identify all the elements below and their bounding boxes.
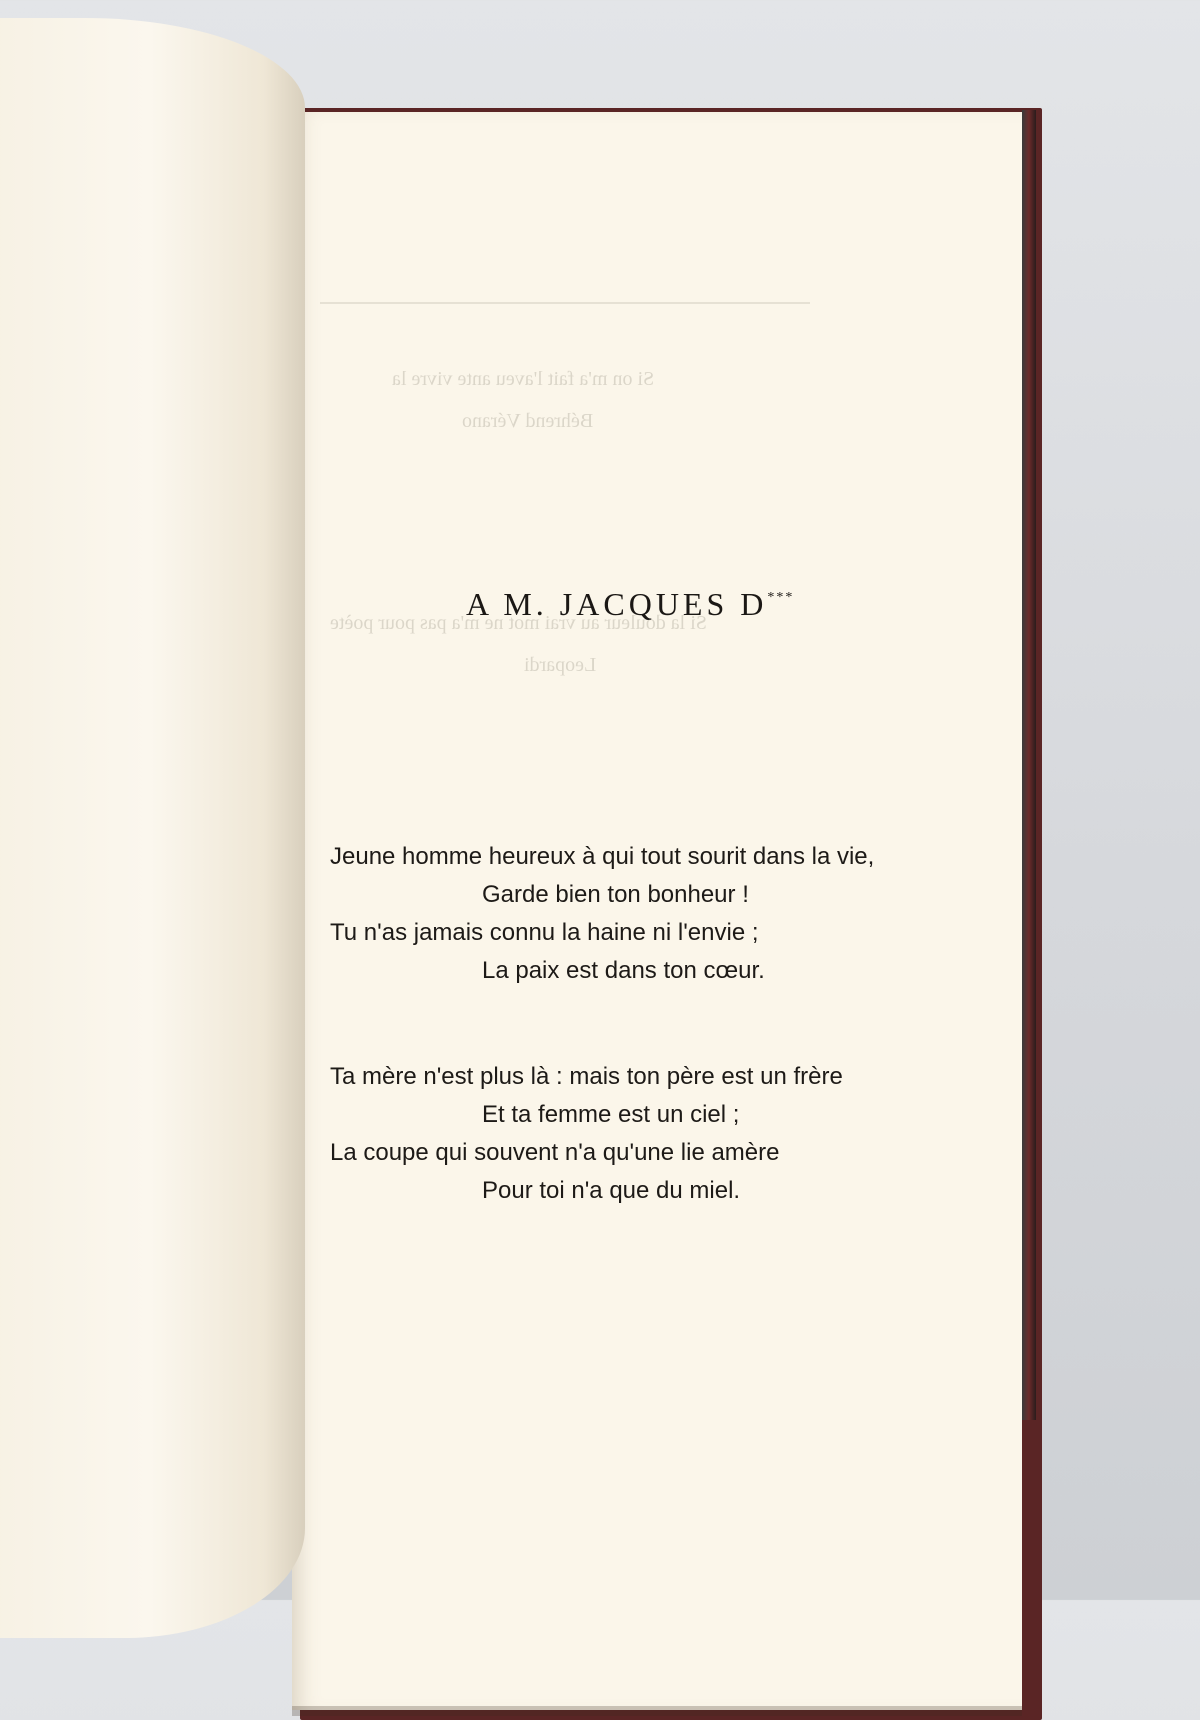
dedication-text: A M. JACQUES D [466, 586, 768, 622]
poem-line: Pour toi n'a que du miel. [482, 1177, 741, 1204]
show-through-text: Béhrend Vérano [462, 410, 594, 432]
poem-line: Et ta femme est un ciel ; [482, 1101, 740, 1128]
poem-line: La coupe qui souvent n'a qu'une lie amère [330, 1139, 780, 1166]
poem-line: Ta mère n'est plus là : mais ton père est un frère [330, 1063, 843, 1090]
show-through-text: Leopardi [524, 654, 597, 676]
poem-line: La paix est dans ton cœur. [482, 957, 765, 984]
show-through-rule [320, 302, 810, 304]
page-shadow [292, 1706, 1022, 1716]
poem-stanza-2 [330, 1058, 970, 1210]
poem-stanza-1 [330, 838, 970, 990]
poem-line: Jeune homme heureux à qui tout sourit dans la vie, [330, 843, 875, 870]
left-page [0, 18, 305, 1638]
show-through-text: Si on m'a fait l'aveu ante vivre la [392, 368, 655, 390]
dedication-heading [466, 586, 794, 623]
book-binding-edge [1022, 110, 1036, 1420]
poem-line: Garde bien ton bonheur ! [482, 881, 749, 908]
poem-line: Tu n'as jamais connu la haine ni l'envie ; [330, 919, 759, 946]
show-through-text: Si la douleur au vrai mot ne m'a pas pour poète [330, 612, 707, 634]
dedication-mark: *** [767, 590, 795, 605]
